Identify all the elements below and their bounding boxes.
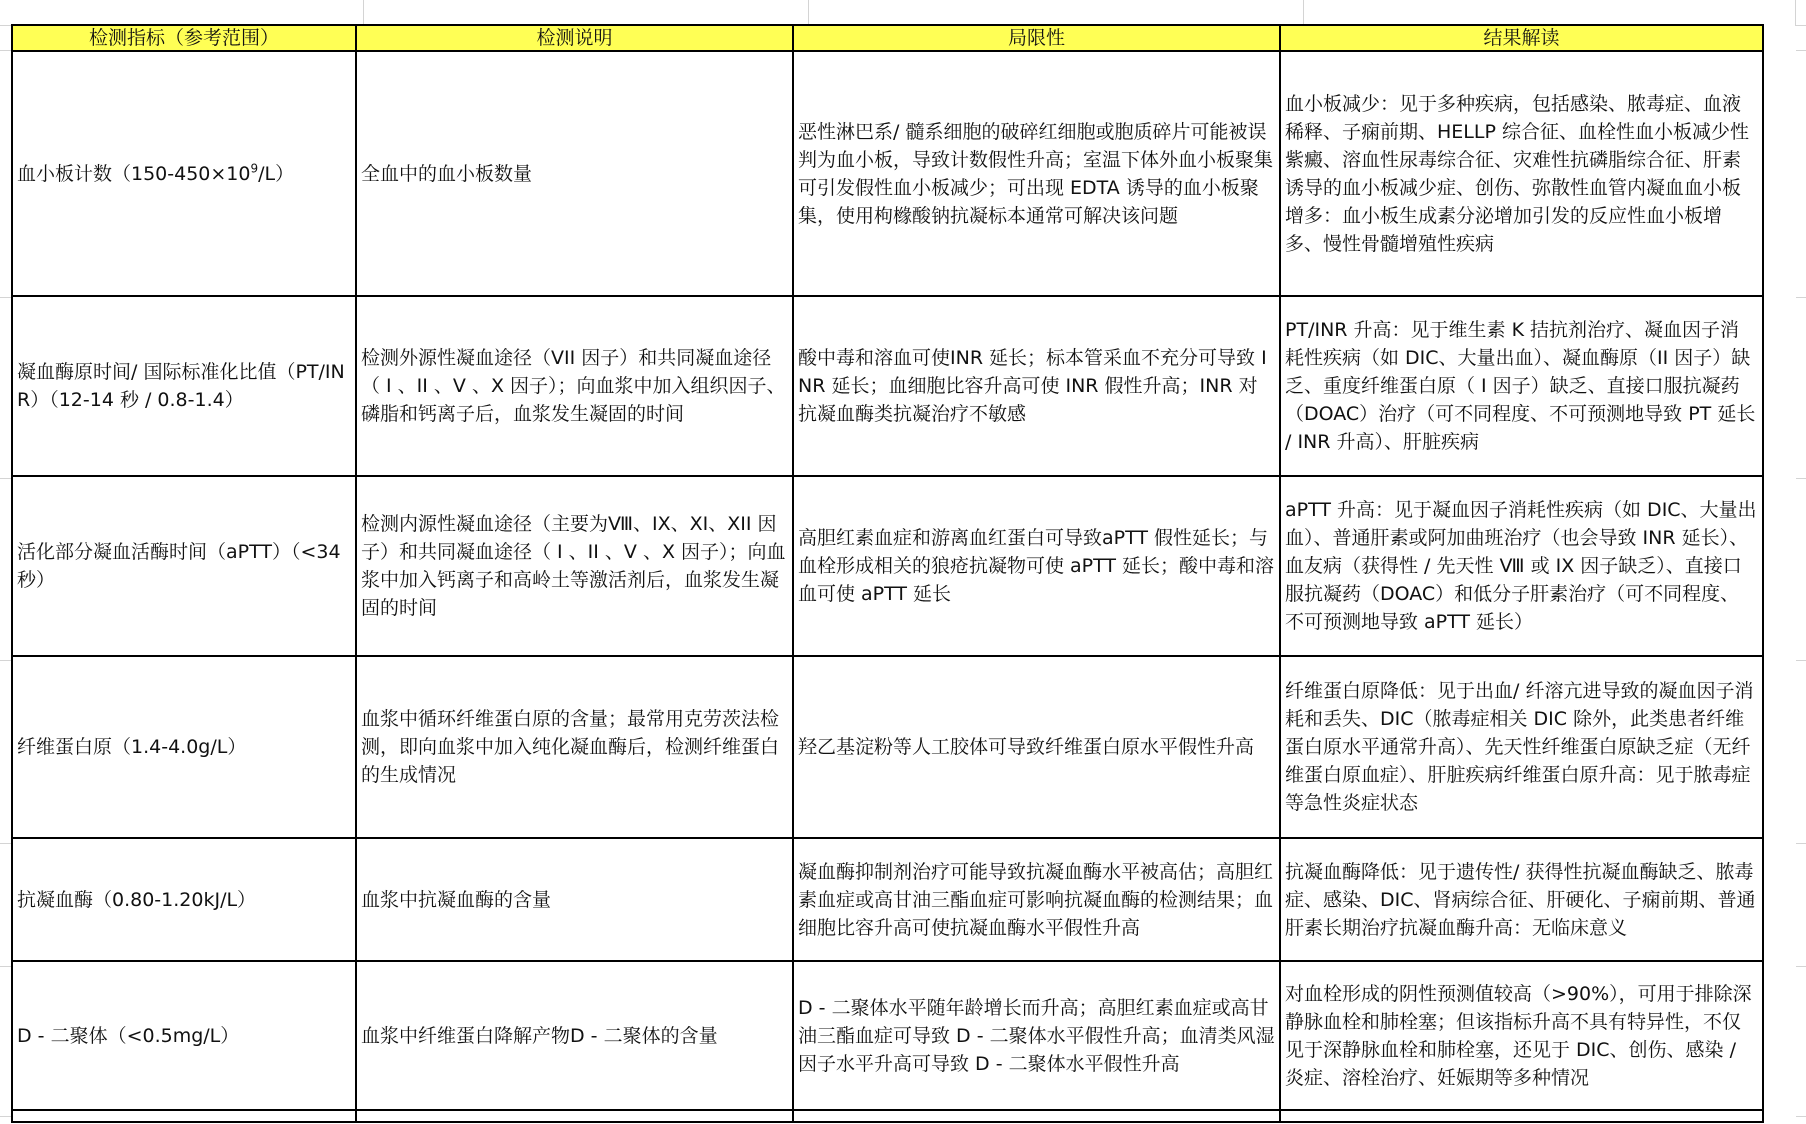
cell-empty[interactable] bbox=[1280, 1110, 1763, 1122]
gridline bbox=[1796, 1116, 1806, 1117]
cell-empty[interactable] bbox=[12, 1110, 356, 1122]
gridline bbox=[808, 0, 809, 26]
header-cell-limitation[interactable]: 局限性 bbox=[793, 25, 1280, 51]
header-cell-description[interactable]: 检测说明 bbox=[356, 25, 793, 51]
gridline bbox=[0, 50, 11, 51]
indicator-unit: /L） bbox=[258, 162, 295, 185]
table-row bbox=[12, 838, 1763, 961]
gridline bbox=[1796, 25, 1806, 26]
cell-indicator[interactable]: 抗凝血酶（0.80-1.20kJ/L） bbox=[12, 838, 356, 961]
cell-indicator[interactable] bbox=[12, 51, 356, 296]
cell-interpretation[interactable]: 抗凝血酶降低：见于遗传性/ 获得性抗凝血酶缺乏、脓毒症、感染、DIC、肾病综合征、肝硬化、子痫前期、普通肝素长期治疗抗凝血酶升高：无临床意义 bbox=[1280, 838, 1763, 961]
cell-indicator[interactable]: 活化部分凝血活酶时间（aPTT）（<34 秒） bbox=[12, 476, 356, 656]
cell-indicator[interactable]: D - 二聚体（<0.5mg/L） bbox=[12, 961, 356, 1110]
table-row bbox=[12, 51, 1763, 296]
cell-empty[interactable] bbox=[793, 1110, 1280, 1122]
table-row bbox=[12, 296, 1763, 476]
table-row bbox=[12, 656, 1763, 838]
cell-interpretation[interactable]: aPTT 升高：见于凝血因子消耗性疾病（如 DIC、大量出血）、普通肝素或阿加曲班治疗（也会导致 INR 延长）、血友病（获得性 / 先天性 Ⅷ 或 IX 因子缺乏）、直接口服抗凝药（DOAC）和低分子肝素治疗（可不同程度、不可预测地导致 aPTT 延长） bbox=[1280, 476, 1763, 656]
indicator-text: 血小板计数（150-450×10 bbox=[17, 162, 251, 185]
cell-interpretation[interactable]: 血小板减少：见于多种疾病，包括感染、脓毒症、血液稀释、子痫前期、HELLP 综合征、血栓性血小板减少性紫癜、溶血性尿毒综合征、灾难性抗磷脂综合征、肝素诱导的血小板减少症、创伤、弥散性血管内凝血血小板增多：血小板生成素分泌增加引发的反应性血小板增多、慢性骨髓增殖性疾病 bbox=[1280, 51, 1763, 296]
table-row bbox=[12, 961, 1763, 1110]
cell-description[interactable]: 全血中的血小板数量 bbox=[356, 51, 793, 296]
gridline bbox=[1795, 0, 1796, 26]
gridline bbox=[0, 1116, 11, 1117]
cell-description[interactable]: 检测内源性凝血途径（主要为Ⅷ、IX、XI、XII 因子）和共同凝血途径（ I 、II 、V 、X 因子）；向血浆中加入钙离子和高岭土等激活剂后，血浆发生凝固的时间 bbox=[356, 476, 793, 656]
cell-limitation[interactable]: 恶性淋巴系/ 髓系细胞的破碎红细胞或胞质碎片可能被误判为血小板，导致计数假性升高；室温下体外血小板聚集可引发假性血小板减少；可出现 EDTA 诱导的血小板聚集，使用枸橼酸钠抗凝标本通常可解决该问题 bbox=[793, 51, 1280, 296]
header-cell-indicator[interactable]: 检测指标（参考范围） bbox=[12, 25, 356, 51]
gridline bbox=[0, 478, 11, 479]
gridline bbox=[1796, 297, 1806, 298]
gridline bbox=[363, 0, 364, 26]
gridline bbox=[0, 660, 11, 661]
gridline bbox=[0, 25, 11, 26]
header-cell-interpretation[interactable]: 结果解读 bbox=[1280, 25, 1763, 51]
cell-limitation[interactable]: 凝血酶抑制剂治疗可能导致抗凝血酶水平被高估；高胆红素血症或高甘油三酯血症可影响抗凝血酶的检测结果；血细胞比容升高可使抗凝血酶水平假性升高 bbox=[793, 838, 1280, 961]
cell-limitation[interactable]: 酸中毒和溶血可使INR 延长；标本管采血不充分可导致 INR 延长；血细胞比容升高可使 INR 假性升高；INR 对抗凝血酶类抗凝治疗不敏感 bbox=[793, 296, 1280, 476]
gridline bbox=[1796, 50, 1806, 51]
table-row bbox=[12, 476, 1763, 656]
cell-interpretation[interactable]: 纤维蛋白原降低：见于出血/ 纤溶亢进导致的凝血因子消耗和丢失、DIC（脓毒症相关 DIC 除外，此类患者纤维蛋白原水平通常升高）、先天性纤维蛋白原缺乏症（无纤维蛋白原血症）、肝脏疾病纤维蛋白原升高：见于脓毒症等急性炎症状态 bbox=[1280, 656, 1763, 838]
cell-empty[interactable] bbox=[356, 1110, 793, 1122]
gridline bbox=[1796, 843, 1806, 844]
header-row bbox=[12, 25, 1763, 51]
cell-description[interactable]: 血浆中循环纤维蛋白原的含量；最常用克劳茨法检测，即向血浆中加入纯化凝血酶后，检测纤维蛋白的生成情况 bbox=[356, 656, 793, 838]
cell-indicator[interactable]: 凝血酶原时间/ 国际标准化比值（PT/INR）（12-14 秒 / 0.8-1.4） bbox=[12, 296, 356, 476]
gridline bbox=[1796, 966, 1806, 967]
cell-description[interactable]: 血浆中抗凝血酶的含量 bbox=[356, 838, 793, 961]
exponent: 9 bbox=[250, 161, 259, 176]
cell-limitation[interactable]: 羟乙基淀粉等人工胶体可导致纤维蛋白原水平假性升高 bbox=[793, 656, 1280, 838]
gridline bbox=[1303, 0, 1304, 26]
cell-description[interactable]: 检测外源性凝血途径（VII 因子）和共同凝血途径（ I 、II 、V 、X 因子）；向血浆中加入组织因子、磷脂和钙离子后，血浆发生凝固的时间 bbox=[356, 296, 793, 476]
gridline bbox=[0, 843, 11, 844]
gridline bbox=[1796, 660, 1806, 661]
cell-limitation[interactable]: 高胆红素血症和游离血红蛋白可导致aPTT 假性延长；与血栓形成相关的狼疮抗凝物可使 aPTT 延长；酸中毒和溶血可使 aPTT 延长 bbox=[793, 476, 1280, 656]
cell-description[interactable]: 血浆中纤维蛋白降解产物D - 二聚体的含量 bbox=[356, 961, 793, 1110]
cell-interpretation[interactable]: 对血栓形成的阴性预测值较高（>90%），可用于排除深静脉血栓和肺栓塞；但该指标升高不具有特异性，不仅见于深静脉血栓和肺栓塞，还见于 DIC、创伤、感染 / 炎症、溶栓治疗、妊娠期等多种情况 bbox=[1280, 961, 1763, 1110]
table-row-partial bbox=[12, 1110, 1763, 1122]
coagulation-test-table bbox=[11, 24, 1764, 1123]
cell-indicator[interactable]: 纤维蛋白原（1.4-4.0g/L） bbox=[12, 656, 356, 838]
gridline bbox=[0, 297, 11, 298]
cell-interpretation[interactable]: PT/INR 升高：见于维生素 K 拮抗剂治疗、凝血因子消耗性疾病（如 DIC、大量出血）、凝血酶原（II 因子）缺乏、重度纤维蛋白原（ I 因子）缺乏、直接口服抗凝药（DOAC）治疗（可不同程度、不可预测地导致 PT 延长 / INR 升高）、肝脏疾病 bbox=[1280, 296, 1763, 476]
cell-limitation[interactable]: D - 二聚体水平随年龄增长而升高；高胆红素血症或高甘油三酯血症可导致 D - 二聚体水平假性升高；血清类风湿因子水平升高可导致 D - 二聚体水平假性升高 bbox=[793, 961, 1280, 1110]
gridline bbox=[1796, 478, 1806, 479]
gridline bbox=[0, 966, 11, 967]
